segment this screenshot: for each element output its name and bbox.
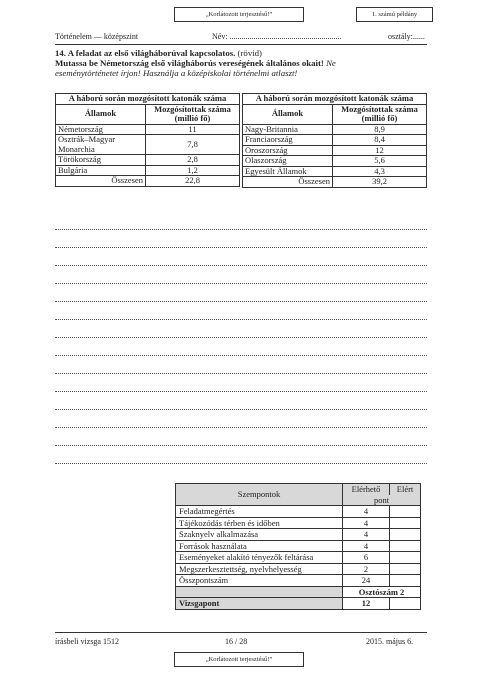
criterion-label: Összpontszám <box>176 575 343 587</box>
available-points: 6 <box>343 552 390 564</box>
scoring-row <box>176 575 421 587</box>
table-row <box>243 166 427 177</box>
restricted-stamp-top: „Korlátozott terjesztésű!” <box>174 7 304 22</box>
value-cell: 11 <box>146 124 240 135</box>
answer-line[interactable] <box>55 427 427 428</box>
state-cell: Németország <box>56 124 146 135</box>
divisor-label: Osztószám 2 <box>343 586 421 598</box>
value-cell: 2,8 <box>146 155 240 166</box>
state-cell: Törökország <box>56 155 146 166</box>
table-row <box>56 124 240 135</box>
total-value: 22,8 <box>146 176 240 187</box>
total-value: 39,2 <box>333 177 427 188</box>
achieved-points-cell[interactable] <box>390 517 421 529</box>
total-label: Összesen <box>243 177 333 188</box>
exam-points-achieved-cell[interactable] <box>390 598 421 610</box>
task-text <box>55 48 427 78</box>
mobilization-table-entente <box>242 93 427 188</box>
answer-line[interactable] <box>55 265 427 266</box>
state-cell: Osztrák–Magyar Monarchia <box>56 135 146 155</box>
exam-points-label: Vizsgapont <box>176 598 343 610</box>
answer-line[interactable] <box>55 445 427 446</box>
criterion-label: Feladatmegértés <box>176 506 343 518</box>
answer-line[interactable] <box>55 373 427 374</box>
achieved-points-cell[interactable] <box>390 552 421 564</box>
footer-exam-code: írásbeli vizsga 1512 <box>55 637 119 646</box>
col-header-mobilized: Mozgósítottak száma (millió fő) <box>146 104 240 124</box>
page-number: 16 / 28 <box>225 637 248 646</box>
exam-points-available: 12 <box>343 598 390 610</box>
answer-line[interactable] <box>55 463 427 464</box>
value-cell: 5,6 <box>333 156 427 167</box>
col-header-states: Államok <box>56 104 146 124</box>
achieved-points-cell[interactable] <box>390 506 421 518</box>
criteria-header: Szempontok <box>176 484 343 506</box>
table-title: A háború során mozgósított katonák száma <box>56 94 240 105</box>
scoring-table <box>175 483 421 610</box>
table-row <box>56 155 240 166</box>
state-cell: Nagy-Britannia <box>243 124 333 135</box>
total-row <box>243 177 427 188</box>
task-short: (rövid) <box>235 48 262 58</box>
scoring-row <box>176 529 421 541</box>
value-cell: 8,4 <box>333 135 427 146</box>
criterion-label: Tájékozódás térben és időben <box>176 517 343 529</box>
answer-line[interactable] <box>55 355 427 356</box>
scoring-row <box>176 563 421 575</box>
table-title: A háború során mozgósított katonák száma <box>243 94 427 105</box>
achieved-points-cell[interactable] <box>390 575 421 587</box>
value-cell: 1,2 <box>146 165 240 176</box>
footer-rule <box>55 632 427 633</box>
criterion-label: Eseményeket alakító tényezők feltárása <box>176 552 343 564</box>
state-cell: Franciaország <box>243 135 333 146</box>
achieved-points-cell[interactable] <box>390 563 421 575</box>
answer-line[interactable] <box>55 301 427 302</box>
criterion-label: Források használata <box>176 540 343 552</box>
value-cell: 7,8 <box>146 135 240 155</box>
task-title: 14. A feladat az első világháborúval kapcsolatos. <box>55 48 236 58</box>
divisor-spacer <box>176 586 343 598</box>
value-cell: 4,3 <box>333 166 427 177</box>
scoring-row <box>176 517 421 529</box>
value-cell: 8,9 <box>333 124 427 135</box>
task-instruction: Mutassa be Németország első világháborús vereségének általános okait! <box>55 58 324 68</box>
state-cell: Olaszország <box>243 156 333 167</box>
available-points: 4 <box>343 540 390 552</box>
scoring-row <box>176 540 421 552</box>
state-cell: Egyesült Államok <box>243 166 333 177</box>
class-field: osztály:...... <box>388 32 425 41</box>
table-row <box>243 124 427 135</box>
table-row <box>56 135 240 155</box>
value-cell: 12 <box>333 145 427 156</box>
header-rule <box>55 44 427 45</box>
mobilization-table-central-powers <box>55 93 240 187</box>
state-cell: Oroszország <box>243 145 333 156</box>
achieved-points-cell[interactable] <box>390 540 421 552</box>
answer-line[interactable] <box>55 247 427 248</box>
subject-label: Történelem — középszint <box>55 32 139 41</box>
total-label: Összesen <box>56 176 146 187</box>
table-row <box>243 135 427 146</box>
table-row <box>56 165 240 176</box>
task-note-1: Ne <box>326 58 336 68</box>
copy-number-box: 1. számú példány <box>356 7 433 22</box>
answer-line[interactable] <box>55 391 427 392</box>
available-points: 4 <box>343 517 390 529</box>
answer-line[interactable] <box>55 319 427 320</box>
available-points: 24 <box>343 575 390 587</box>
exam-date: 2015. május 6. <box>366 637 414 646</box>
achieved-header: Elért <box>390 484 421 495</box>
achieved-points-cell[interactable] <box>390 529 421 541</box>
col-header-states: Államok <box>243 104 333 124</box>
restricted-stamp-bottom: „Korlátozott terjesztésű!” <box>174 652 304 667</box>
name-field: Név: ........................................................ <box>212 32 342 41</box>
answer-line[interactable] <box>55 409 427 410</box>
available-header: Elérhető <box>343 484 390 495</box>
available-points: 4 <box>343 529 390 541</box>
total-row <box>56 176 240 187</box>
available-points: 4 <box>343 506 390 518</box>
answer-line[interactable] <box>55 229 427 230</box>
criterion-label: Szaknyelv alkalmazása <box>176 529 343 541</box>
answer-line[interactable] <box>55 283 427 284</box>
table-row <box>243 156 427 167</box>
state-cell: Bulgária <box>56 165 146 176</box>
unit-header: pont <box>343 495 421 506</box>
table-row <box>243 145 427 156</box>
available-points: 2 <box>343 563 390 575</box>
col-header-mobilized: Mozgósítottak száma (millió fő) <box>333 104 427 124</box>
criterion-label: Megszerkesztettség, nyelvhelyesség <box>176 563 343 575</box>
task-note-2: eseménytörténetet írjon! Használja a középiskolai történelmi atlaszt! <box>55 68 298 78</box>
answer-line[interactable] <box>55 337 427 338</box>
scoring-row <box>176 552 421 564</box>
scoring-row <box>176 506 421 518</box>
